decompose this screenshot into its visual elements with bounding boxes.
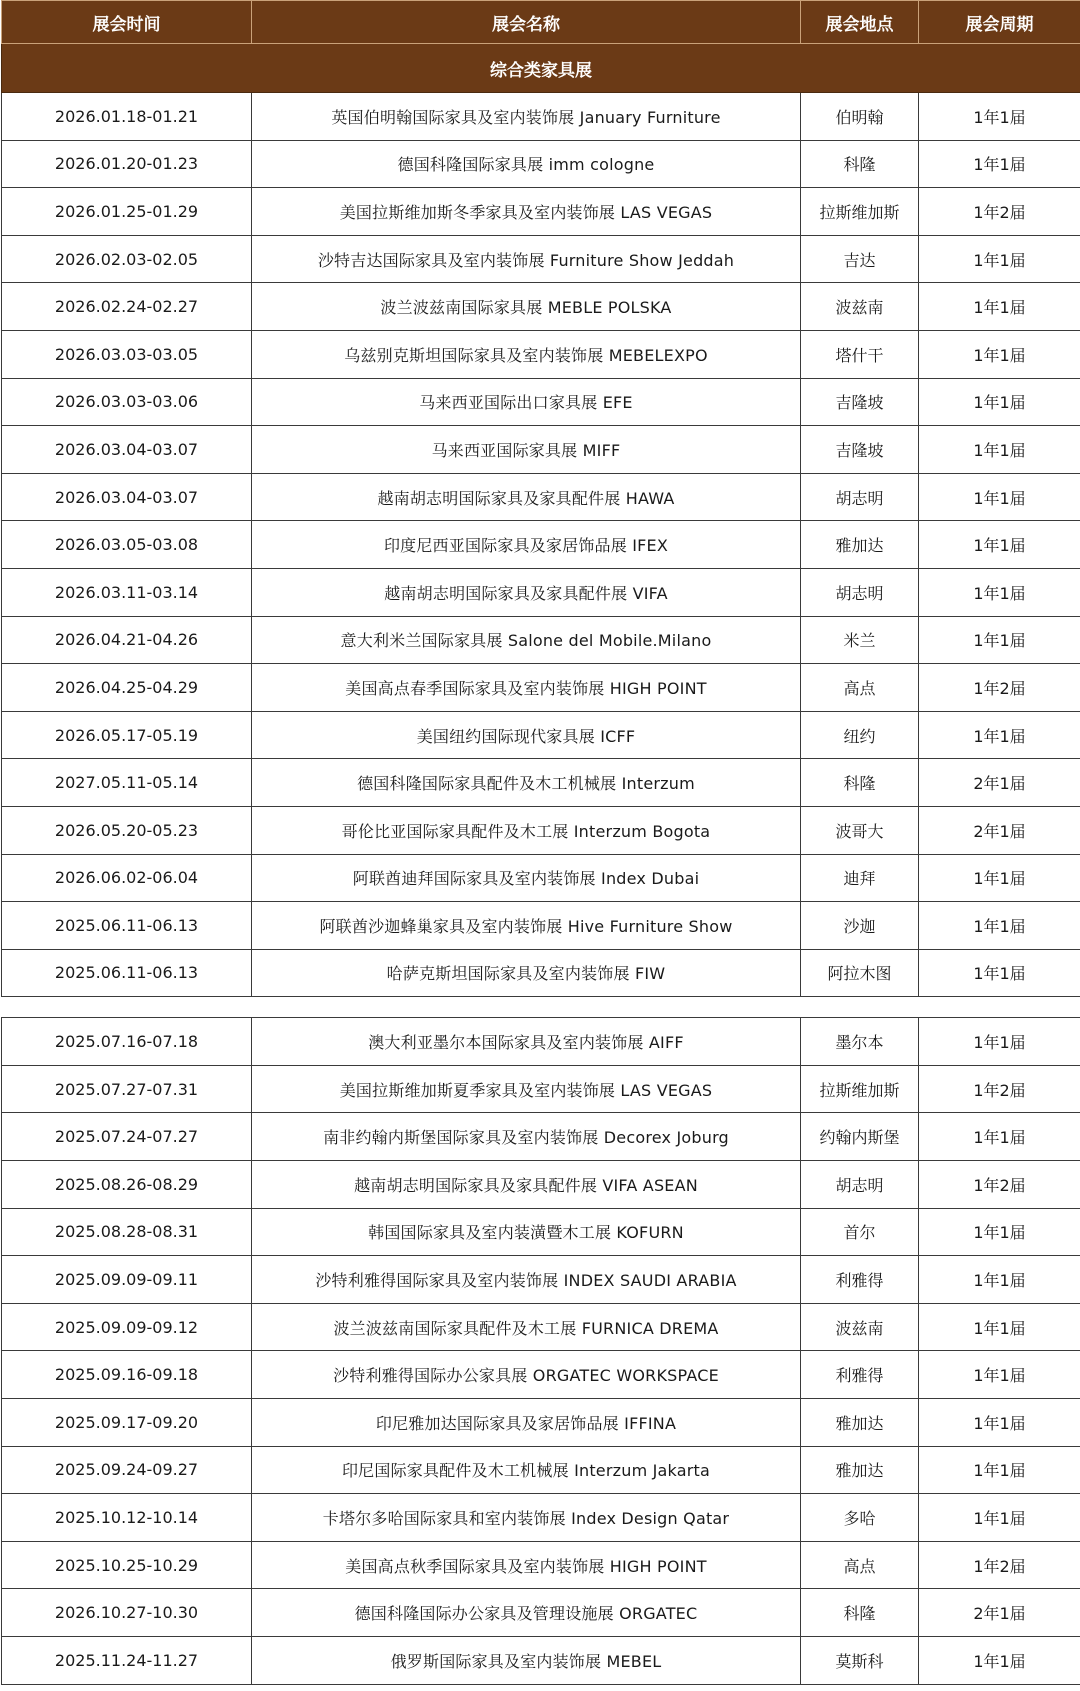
- cell-date: 2026.04.25-04.29: [2, 664, 252, 712]
- cell-place: 拉斯维加斯: [801, 188, 919, 236]
- table-row: [2, 1494, 1080, 1542]
- cell-name: 南非约翰内斯堡国际家具及室内装饰展 Decorex Joburg: [252, 1113, 801, 1161]
- cell-date: 2025.07.27-07.31: [2, 1065, 252, 1113]
- cell-cycle: 1年1届: [919, 1256, 1080, 1304]
- cell-date: 2027.05.11-05.14: [2, 759, 252, 807]
- cell-place: 吉达: [801, 235, 919, 283]
- cell-cycle: 1年1届: [919, 1399, 1080, 1447]
- cell-date: 2026.01.25-01.29: [2, 188, 252, 236]
- table-row: [2, 93, 1080, 141]
- cell-cycle: 1年1届: [919, 949, 1080, 997]
- cell-cycle: 1年1届: [919, 1303, 1080, 1351]
- cell-cycle: 1年1届: [919, 426, 1080, 474]
- cell-place: 纽约: [801, 711, 919, 759]
- cell-cycle: 1年1届: [919, 330, 1080, 378]
- cell-cycle: 1年2届: [919, 1161, 1080, 1209]
- cell-name: 德国科隆国际家具配件及木工机械展 Interzum: [252, 759, 801, 807]
- cell-place: 胡志明: [801, 1161, 919, 1209]
- cell-place: 波兹南: [801, 1303, 919, 1351]
- cell-cycle: 1年2届: [919, 1065, 1080, 1113]
- cell-date: 2026.02.03-02.05: [2, 235, 252, 283]
- table-row: [2, 473, 1080, 521]
- table-row: [2, 1065, 1080, 1113]
- cell-place: 利雅得: [801, 1351, 919, 1399]
- cell-place: 雅加达: [801, 521, 919, 569]
- cell-date: 2026.03.04-03.07: [2, 426, 252, 474]
- cell-date: 2026.03.05-03.08: [2, 521, 252, 569]
- cell-date: 2026.04.21-04.26: [2, 616, 252, 664]
- cell-date: 2026.01.18-01.21: [2, 93, 252, 141]
- table-row: [2, 854, 1080, 902]
- cell-date: 2026.03.04-03.07: [2, 473, 252, 521]
- table-header: [2, 1, 1080, 44]
- cell-date: 2025.06.11-06.13: [2, 902, 252, 950]
- cell-date: 2025.08.28-08.31: [2, 1208, 252, 1256]
- cell-place: 吉隆坡: [801, 378, 919, 426]
- cell-date: 2025.06.11-06.13: [2, 949, 252, 997]
- cell-cycle: 1年1届: [919, 854, 1080, 902]
- cell-name: 沙特吉达国际家具及室内装饰展 Furniture Show Jeddah: [252, 235, 801, 283]
- cell-place: 墨尔本: [801, 1018, 919, 1066]
- cell-place: 首尔: [801, 1208, 919, 1256]
- table-row: [2, 616, 1080, 664]
- cell-name: 越南胡志明国际家具及家具配件展 HAWA: [252, 473, 801, 521]
- cell-place: 伯明翰: [801, 93, 919, 141]
- cell-name: 哥伦比亚国际家具配件及木工展 Interzum Bogota: [252, 806, 801, 854]
- cell-cycle: 2年1届: [919, 759, 1080, 807]
- cell-place: 塔什干: [801, 330, 919, 378]
- cell-name: 马来西亚国际出口家具展 EFE: [252, 378, 801, 426]
- table-row: [2, 949, 1080, 997]
- cell-name: 乌兹别克斯坦国际家具及室内装饰展 MEBELEXPO: [252, 330, 801, 378]
- cell-place: 雅加达: [801, 1399, 919, 1447]
- cell-date: 2026.03.11-03.14: [2, 568, 252, 616]
- cell-cycle: 1年2届: [919, 188, 1080, 236]
- cell-place: 莫斯科: [801, 1637, 919, 1685]
- cell-name: 德国科隆国际办公家具及管理设施展 ORGATEC: [252, 1589, 801, 1637]
- cell-name: 越南胡志明国际家具及家具配件展 VIFA ASEAN: [252, 1161, 801, 1209]
- cell-name: 阿联酋沙迦蜂巢家具及室内装饰展 Hive Furniture Show: [252, 902, 801, 950]
- cell-name: 波兰波兹南国际家具展 MEBLE POLSKA: [252, 283, 801, 331]
- cell-name: 波兰波兹南国际家具配件及木工展 FURNICA DREMA: [252, 1303, 801, 1351]
- cell-place: 波哥大: [801, 806, 919, 854]
- cell-place: 米兰: [801, 616, 919, 664]
- cell-date: 2026.10.27-10.30: [2, 1589, 252, 1637]
- table-row: [2, 1256, 1080, 1304]
- table-row: [2, 1018, 1080, 1066]
- header-name: 展会名称: [252, 1, 801, 44]
- schedule-table-2: [1, 1017, 1080, 1684]
- table-row: [2, 378, 1080, 426]
- cell-cycle: 1年1届: [919, 1208, 1080, 1256]
- table-row: [2, 1208, 1080, 1256]
- cell-date: 2025.09.09-09.11: [2, 1256, 252, 1304]
- table-row: [2, 188, 1080, 236]
- cell-name: 卡塔尔多哈国际家具和室内装饰展 Index Design Qatar: [252, 1494, 801, 1542]
- cell-place: 阿拉木图: [801, 949, 919, 997]
- cell-cycle: 1年1届: [919, 1494, 1080, 1542]
- cell-name: 意大利米兰国际家具展 Salone del Mobile.Milano: [252, 616, 801, 664]
- table-row: [2, 1303, 1080, 1351]
- cell-cycle: 1年1届: [919, 1351, 1080, 1399]
- cell-cycle: 2年1届: [919, 806, 1080, 854]
- table-row: [2, 1446, 1080, 1494]
- cell-name: 印尼雅加达国际家具及家居饰品展 IFFINA: [252, 1399, 801, 1447]
- table-row: [2, 330, 1080, 378]
- cell-cycle: 1年1届: [919, 616, 1080, 664]
- cell-name: 美国纽约国际现代家具展 ICFF: [252, 711, 801, 759]
- table-row: [2, 1351, 1080, 1399]
- cell-cycle: 1年1届: [919, 568, 1080, 616]
- header-place: 展会地点: [801, 1, 919, 44]
- cell-name: 英国伯明翰国际家具及室内装饰展 January Furniture: [252, 93, 801, 141]
- cell-name: 哈萨克斯坦国际家具及室内装饰展 FIW: [252, 949, 801, 997]
- cell-cycle: 1年1届: [919, 473, 1080, 521]
- table-row: [2, 140, 1080, 188]
- table-row: [2, 426, 1080, 474]
- cell-date: 2025.08.26-08.29: [2, 1161, 252, 1209]
- cell-cycle: 1年1届: [919, 93, 1080, 141]
- cell-cycle: 1年2届: [919, 664, 1080, 712]
- cell-cycle: 1年1届: [919, 521, 1080, 569]
- table-row: [2, 664, 1080, 712]
- category-title: 综合类家具展: [2, 44, 1080, 93]
- cell-place: 科隆: [801, 1589, 919, 1637]
- header-cycle: 展会周期: [919, 1, 1080, 44]
- table-row: [2, 711, 1080, 759]
- cell-name: 俄罗斯国际家具及室内装饰展 MEBEL: [252, 1637, 801, 1685]
- table-row: [2, 806, 1080, 854]
- cell-date: 2025.09.16-09.18: [2, 1351, 252, 1399]
- cell-cycle: 1年1届: [919, 1018, 1080, 1066]
- cell-name: 美国高点春季国际家具及室内装饰展 HIGH POINT: [252, 664, 801, 712]
- cell-date: 2025.10.25-10.29: [2, 1541, 252, 1589]
- table-row: [2, 1161, 1080, 1209]
- cell-cycle: 1年1届: [919, 1637, 1080, 1685]
- cell-place: 高点: [801, 664, 919, 712]
- cell-name: 沙特利雅得国际办公家具展 ORGATEC WORKSPACE: [252, 1351, 801, 1399]
- cell-name: 越南胡志明国际家具及家具配件展 VIFA: [252, 568, 801, 616]
- table-row: [2, 521, 1080, 569]
- cell-place: 拉斯维加斯: [801, 1065, 919, 1113]
- table-row: [2, 568, 1080, 616]
- cell-name: 印度尼西亚国际家具及家居饰品展 IFEX: [252, 521, 801, 569]
- category-row: [2, 44, 1080, 93]
- table-row: [2, 1113, 1080, 1161]
- cell-date: 2025.10.12-10.14: [2, 1494, 252, 1542]
- cell-cycle: 1年1届: [919, 235, 1080, 283]
- cell-name: 沙特利雅得国际家具及室内装饰展 INDEX SAUDI ARABIA: [252, 1256, 801, 1304]
- cell-date: 2026.02.24-02.27: [2, 283, 252, 331]
- cell-date: 2026.03.03-03.05: [2, 330, 252, 378]
- table-row: [2, 1541, 1080, 1589]
- cell-name: 阿联酋迪拜国际家具及室内装饰展 Index Dubai: [252, 854, 801, 902]
- cell-place: 约翰内斯堡: [801, 1113, 919, 1161]
- table-row: [2, 902, 1080, 950]
- schedule-table-1: [1, 0, 1080, 997]
- cell-date: 2025.07.16-07.18: [2, 1018, 252, 1066]
- cell-name: 德国科隆国际家具展 imm cologne: [252, 140, 801, 188]
- cell-place: 利雅得: [801, 1256, 919, 1304]
- cell-date: 2026.01.20-01.23: [2, 140, 252, 188]
- cell-cycle: 2年1届: [919, 1589, 1080, 1637]
- cell-cycle: 1年1届: [919, 378, 1080, 426]
- cell-name: 澳大利亚墨尔本国际家具及室内装饰展 AIFF: [252, 1018, 801, 1066]
- cell-place: 迪拜: [801, 854, 919, 902]
- cell-place: 科隆: [801, 140, 919, 188]
- cell-cycle: 1年1届: [919, 902, 1080, 950]
- table-row: [2, 1637, 1080, 1685]
- cell-place: 吉隆坡: [801, 426, 919, 474]
- table-row: [2, 759, 1080, 807]
- cell-place: 高点: [801, 1541, 919, 1589]
- header-date: 展会时间: [2, 1, 252, 44]
- cell-place: 波兹南: [801, 283, 919, 331]
- cell-date: 2025.09.09-09.12: [2, 1303, 252, 1351]
- cell-date: 2025.09.24-09.27: [2, 1446, 252, 1494]
- table-row: [2, 1589, 1080, 1637]
- cell-cycle: 1年1届: [919, 283, 1080, 331]
- cell-date: 2025.07.24-07.27: [2, 1113, 252, 1161]
- cell-date: 2025.09.17-09.20: [2, 1399, 252, 1447]
- cell-date: 2026.05.17-05.19: [2, 711, 252, 759]
- cell-place: 多哈: [801, 1494, 919, 1542]
- cell-date: 2026.03.03-03.06: [2, 378, 252, 426]
- cell-place: 沙迦: [801, 902, 919, 950]
- cell-date: 2026.05.20-05.23: [2, 806, 252, 854]
- table-row: [2, 235, 1080, 283]
- cell-place: 雅加达: [801, 1446, 919, 1494]
- table-row: [2, 1399, 1080, 1447]
- cell-date: 2026.06.02-06.04: [2, 854, 252, 902]
- cell-name: 美国拉斯维加斯夏季家具及室内装饰展 LAS VEGAS: [252, 1065, 801, 1113]
- cell-cycle: 1年1届: [919, 140, 1080, 188]
- cell-name: 美国拉斯维加斯冬季家具及室内装饰展 LAS VEGAS: [252, 188, 801, 236]
- cell-name: 美国高点秋季国际家具及室内装饰展 HIGH POINT: [252, 1541, 801, 1589]
- cell-place: 胡志明: [801, 473, 919, 521]
- cell-place: 胡志明: [801, 568, 919, 616]
- cell-date: 2025.11.24-11.27: [2, 1637, 252, 1685]
- cell-name: 印尼国际家具配件及木工机械展 Interzum Jakarta: [252, 1446, 801, 1494]
- table-row: [2, 283, 1080, 331]
- cell-name: 韩国国际家具及室内装潢暨木工展 KOFURN: [252, 1208, 801, 1256]
- cell-name: 马来西亚国际家具展 MIFF: [252, 426, 801, 474]
- cell-cycle: 1年1届: [919, 1446, 1080, 1494]
- cell-place: 科隆: [801, 759, 919, 807]
- cell-cycle: 1年2届: [919, 1541, 1080, 1589]
- cell-cycle: 1年1届: [919, 1113, 1080, 1161]
- table-gap: [0, 997, 1080, 1017]
- cell-cycle: 1年1届: [919, 711, 1080, 759]
